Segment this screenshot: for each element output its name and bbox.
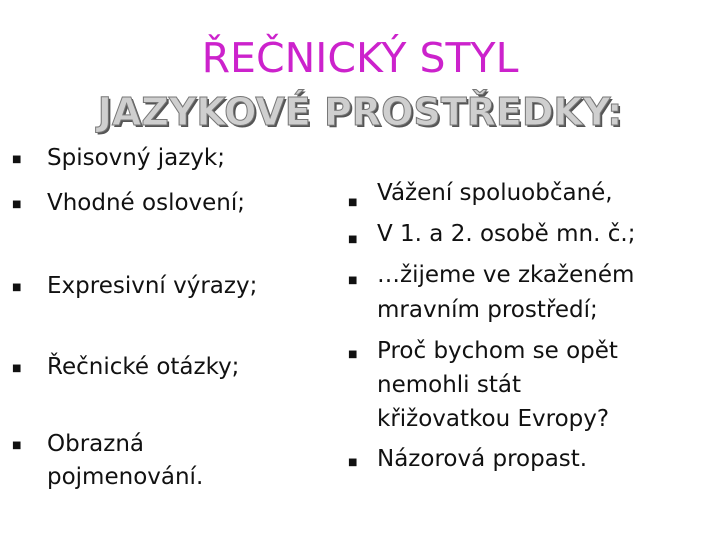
square-bullet-icon: ■ — [12, 282, 22, 293]
list-item-text: Spisovný jazyk; — [47, 145, 225, 171]
list-item-text: Názorová propast. — [377, 446, 588, 472]
list-item-text: Řečnické otázky; — [47, 354, 240, 380]
list-item-text: nemohli stát — [377, 372, 521, 398]
list-item-text: …žijeme ve zkaženém — [377, 262, 635, 288]
list-item-text: křižovatkou Evropy? — [377, 406, 610, 432]
slide-subtitle: JAZYKOVÉ PROSTŘEDKY: — [97, 90, 623, 134]
square-bullet-icon: ■ — [12, 440, 22, 451]
square-bullet-icon: ■ — [348, 197, 358, 208]
list-item-text: V 1. a 2. osobě mn. č.; — [377, 221, 636, 247]
square-bullet-icon: ■ — [348, 457, 358, 468]
square-bullet-icon: ■ — [12, 199, 22, 210]
slide-title: ŘEČNICKÝ STYL — [201, 34, 519, 82]
list-item-text: Vážení spoluobčané, — [377, 180, 613, 206]
square-bullet-icon: ■ — [348, 275, 358, 286]
list-item-text: Vhodné oslovení; — [47, 190, 246, 216]
square-bullet-icon: ■ — [348, 349, 358, 360]
square-bullet-icon: ■ — [12, 363, 22, 374]
list-item-text: Obrazná — [47, 431, 144, 457]
list-item-text: Expresivní výrazy; — [47, 273, 258, 299]
list-item-text: pojmenování. — [47, 464, 204, 490]
list-item-text: Proč bychom se opět — [377, 338, 618, 364]
square-bullet-icon: ■ — [12, 154, 22, 165]
square-bullet-icon: ■ — [348, 234, 358, 245]
list-item-text: mravním prostředí; — [377, 297, 598, 323]
